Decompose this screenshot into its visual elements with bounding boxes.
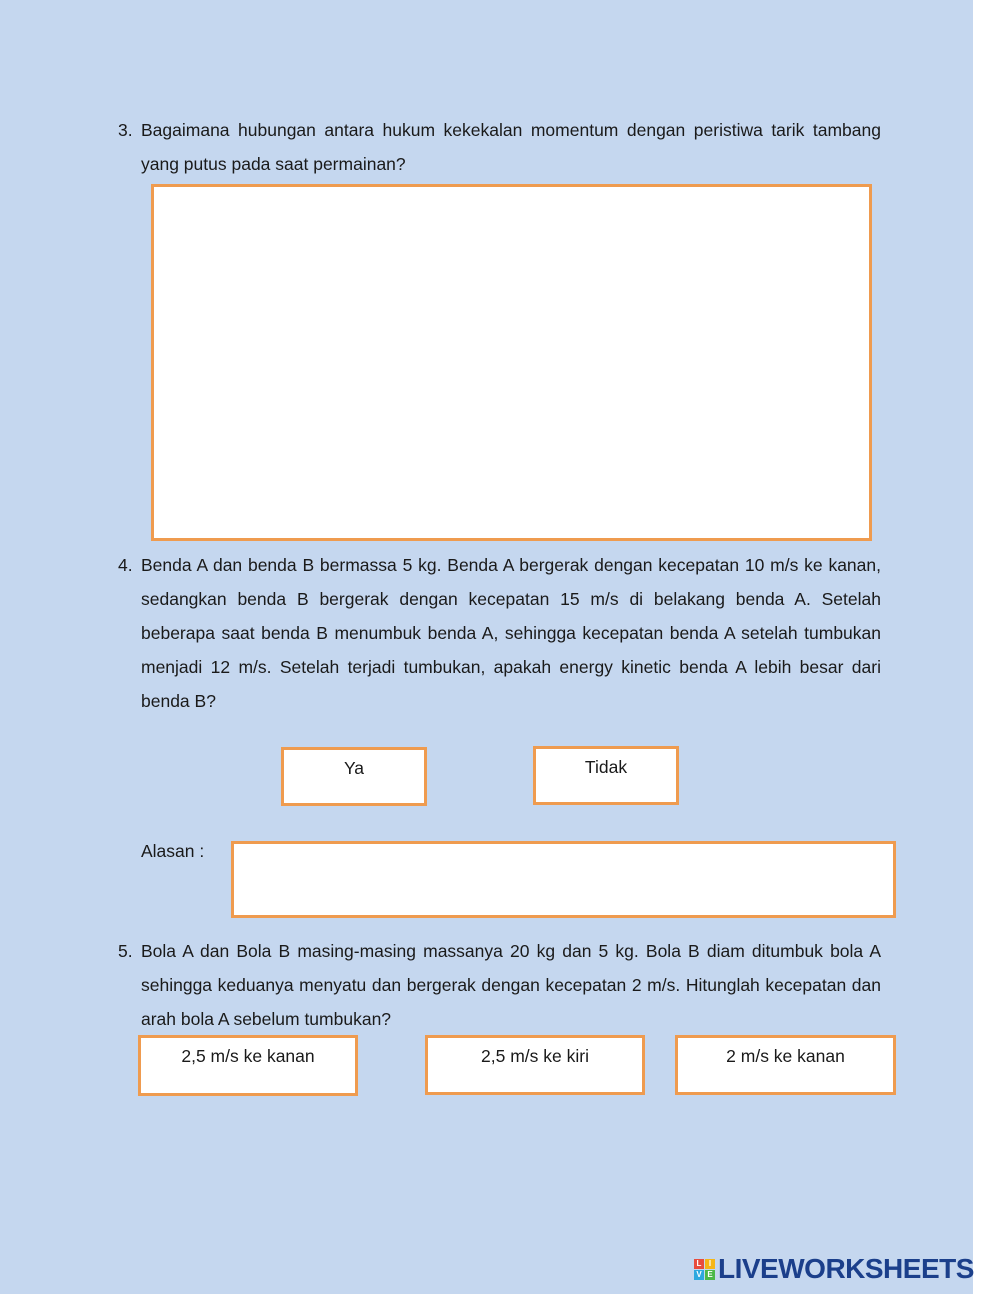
option-2-5-ms-kiri-label: 2,5 m/s ke kiri: [481, 1046, 589, 1066]
option-tidak-button[interactable]: [533, 746, 679, 805]
question-3-text: Bagaimana hubungan antara hukum kekekalan momentum dengan peristiwa tarik tambang yang putus pada saat permainan?: [141, 120, 881, 174]
option-tidak-label: Tidak: [584, 757, 628, 777]
question-4-text: Benda A dan benda B bermassa 5 kg. Benda A bergerak dengan kecepatan 10 m/s ke kanan, sedangkan benda B bergerak dengan kecepatan 15 m/s di belakang benda A. Setelah beberapa saat benda B menumbuk benda A, sehingga kecepatan benda A setelah tumbukan menjadi 12 m/s. Setelah terjadi tumbukan, apakah energy kinetic benda A lebih besar dari benda B?: [141, 555, 881, 711]
question-3-answer-box[interactable]: [151, 184, 872, 541]
reason-input-box[interactable]: [231, 841, 896, 918]
option-2-5-ms-kanan-label: 2,5 m/s ke kanan: [181, 1046, 315, 1066]
question-4: [118, 548, 881, 718]
question-5-number: 5.: [118, 941, 133, 961]
logo-tile-v: V: [694, 1270, 704, 1280]
logo-tile-l: L: [694, 1259, 704, 1269]
logo-tile-e: E: [705, 1270, 715, 1280]
reason-label: Alasan :: [141, 841, 205, 861]
question-5-text: Bola A dan Bola B masing-masing massanya 20 kg dan 5 kg. Bola B diam ditumbuk bola A sehingga keduanya menyatu dan bergerak dengan kecepatan 2 m/s. Hitunglah kecepatan dan arah bola A sebelum tumbukan?: [141, 941, 881, 1029]
option-ya-button[interactable]: [281, 747, 427, 806]
option-2-5-ms-kiri-button[interactable]: [425, 1035, 645, 1095]
liveworksheets-logo: [694, 1254, 974, 1284]
question-3-number: 3.: [118, 120, 133, 140]
logo-tile-i: I: [705, 1259, 715, 1269]
question-3: [118, 113, 881, 181]
option-2-ms-kanan-label: 2 m/s ke kanan: [726, 1046, 845, 1066]
option-ya-label: Ya: [343, 758, 365, 778]
option-2-ms-kanan-button[interactable]: [675, 1035, 896, 1095]
option-2-5-ms-kanan-button[interactable]: [138, 1035, 358, 1096]
logo-text: LIVEWORKSHEETS: [718, 1253, 974, 1284]
question-4-number: 4.: [118, 555, 133, 575]
logo-tiles-icon: [694, 1259, 715, 1280]
question-5: [118, 934, 881, 1036]
